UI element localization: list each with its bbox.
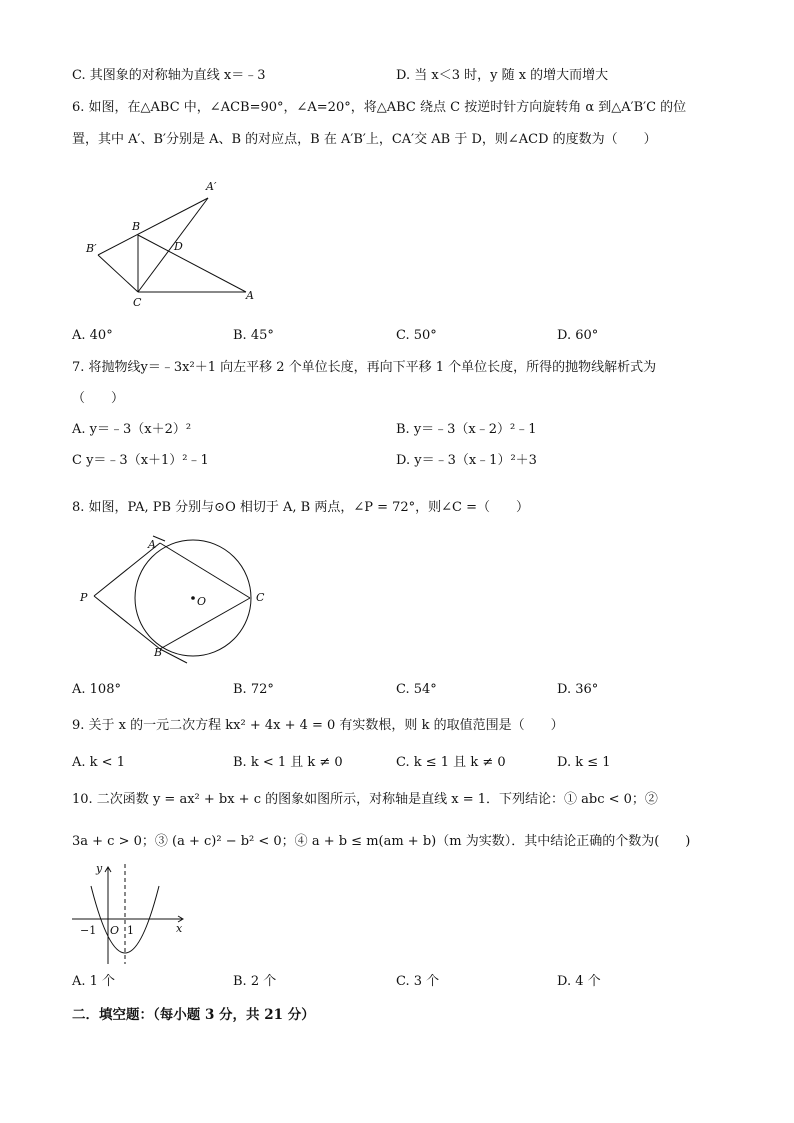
- q8-option-c: C. 54°: [396, 682, 437, 697]
- q5-option-c: C. 其图象的对称轴为直线 x＝﹣3: [72, 68, 266, 83]
- q10-parabola-figure: [72, 860, 194, 970]
- q6-option-c: C. 50°: [396, 328, 437, 343]
- q8-label-p: P: [80, 591, 88, 604]
- q7-option-b: B. y＝﹣3（x﹣2）²﹣1: [396, 422, 537, 437]
- q8-label-c: C: [256, 591, 265, 604]
- q8-option-d: D. 36°: [557, 682, 599, 697]
- q8-option-a: A. 108°: [72, 682, 121, 697]
- q10-label-neg1: −1: [80, 924, 97, 937]
- q9-stem-line1: 9. 关于 x 的一元二次方程 kx² + 4x + 4 = 0 有实数根，则 k 的取值范围是（ ）: [72, 718, 564, 733]
- q10-option-a: A. 1 个: [72, 974, 116, 989]
- q10-stem-line1: 10. 二次函数 y = ax² + bx + c 的图象如图所示，对称轴是直线 x = 1．下列结论：① abc < 0；②: [72, 792, 658, 807]
- q8-chord-ac: [160, 543, 250, 598]
- q6-option-d: D. 60°: [557, 328, 599, 343]
- q6-label-c: C: [133, 296, 142, 309]
- q8-label-b: B: [154, 646, 163, 659]
- q6-segment-bprime-c: [98, 255, 138, 292]
- q10-label-o: O: [110, 924, 120, 937]
- q7-option-d: D. y＝﹣3（x﹣1）²＋3: [396, 453, 537, 468]
- q8-option-b: B. 72°: [233, 682, 274, 697]
- q10-option-c: C. 3 个: [396, 974, 440, 989]
- q8-tangent-pb: [94, 596, 160, 649]
- q6-segment-ba: [138, 235, 246, 292]
- q8-tangent-extension-b: [160, 649, 187, 663]
- q6-label-d: D: [174, 240, 183, 253]
- q6-label-bprime: B′: [86, 242, 97, 255]
- q10-option-d: D. 4 个: [557, 974, 601, 989]
- q10-label-y: y: [96, 862, 103, 875]
- q6-stem-line2: 置，其中 A′、B′分别是 A、B 的对应点，B 在 A′B′上，CA′交 AB 于 D，则∠ACD 的度数为（ ）: [72, 132, 657, 147]
- q9-option-d: D. k ≤ 1: [557, 755, 611, 770]
- q5-option-d: D. 当 x＜3 时，y 随 x 的增大而增大: [396, 68, 609, 83]
- q7-option-c: C y＝﹣3（x＋1）²﹣1: [72, 453, 209, 468]
- q9-option-c: C. k ≤ 1 且 k ≠ 0: [396, 755, 506, 770]
- q6-option-a: A. 40°: [72, 328, 113, 343]
- section-2-heading: 二．填空题：（每小题 3 分，共 21 分）: [72, 1007, 315, 1023]
- q6-segment-c-aprime: [138, 198, 208, 292]
- q6-segment-bprime-aprime: [98, 198, 208, 255]
- q10-label-x: x: [176, 922, 183, 935]
- q10-label-one: 1: [127, 924, 134, 937]
- q9-option-b: B. k < 1 且 k ≠ 0: [233, 755, 343, 770]
- q6-option-b: B. 45°: [233, 328, 274, 343]
- q7-option-a: A. y＝﹣3（x＋2）²: [72, 422, 192, 437]
- q6-label-b: B: [132, 220, 141, 233]
- q8-center-dot: [191, 596, 195, 600]
- q8-circle-figure: [74, 530, 274, 670]
- q8-stem-line1: 8. 如图，PA, PB 分别与⊙O 相切于 A, B 两点，∠P = 72°，则∠C =（ ）: [72, 500, 530, 515]
- q7-stem-line2: （ ）: [72, 391, 125, 406]
- q6-triangle-figure: [80, 172, 270, 312]
- q7-stem-line1: 7. 将抛物线y＝﹣3x²＋1 向左平移 2 个单位长度，再向下平移 1 个单位长度，所得的抛物线解析式为: [72, 360, 657, 375]
- q8-label-o: O: [197, 595, 207, 608]
- q8-label-a: A: [148, 538, 156, 551]
- q6-label-a: A: [246, 289, 254, 302]
- q6-label-aprime: A′: [206, 180, 217, 193]
- q9-option-a: A. k < 1: [72, 755, 125, 770]
- q10-option-b: B. 2 个: [233, 974, 277, 989]
- q10-stem-line2: 3a + c > 0；③ (a + c)² − b² < 0；④ a + b ≤ m(am + b)（m 为实数）．其中结论正确的个数为( ): [72, 834, 691, 849]
- q6-stem-line1: 6. 如图，在△ABC 中，∠ACB=90°，∠A=20°，将△ABC 绕点 C 按逆时针方向旋转角 α 到△A′B′C 的位: [72, 100, 687, 115]
